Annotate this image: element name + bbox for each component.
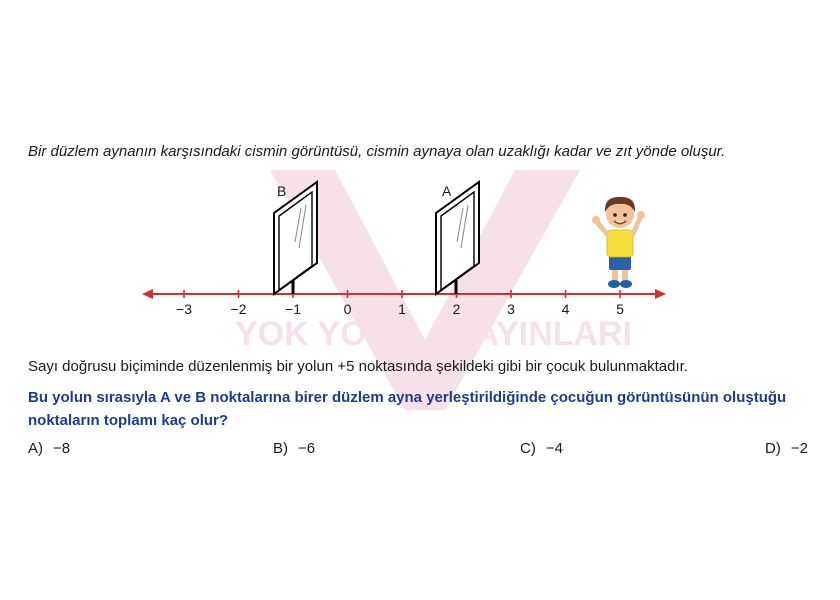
watermark-text-left: YOK YOK (235, 315, 392, 353)
tick-label: −1 (285, 301, 301, 317)
option-d[interactable] (765, 440, 808, 457)
mirror-b (274, 182, 317, 294)
intro-text: Bir düzlem aynanın karşısındaki cismin görüntüsü, cismin aynaya olan uzaklığı kadar ve zıt yönde oluşur. (28, 143, 726, 160)
tick-label: 5 (616, 301, 624, 317)
tick-label: 4 (561, 301, 570, 317)
tick-label: 2 (452, 301, 461, 317)
tick-label: 1 (398, 301, 406, 317)
watermark-text-right: YAYINLARI (455, 315, 632, 353)
option-a-letter: A) (28, 440, 43, 457)
mirror-a (436, 182, 479, 294)
question-text: Bu yolun sırasıyla A ve B noktalarına birer düzlem ayna yerleştirildiğinde çocuğun görüntüsünün oluştuğu noktaların toplamı kaç olur? (28, 389, 787, 429)
tick-label: −2 (230, 301, 247, 317)
tick-label: 0 (343, 301, 352, 317)
mirror-b-label: B (277, 183, 287, 199)
right-arrow-icon (655, 289, 666, 299)
option-c-letter: C) (520, 440, 536, 457)
mirror-a-label: A (442, 183, 452, 199)
option-d-value: −2 (790, 440, 808, 457)
left-arrow-icon (142, 289, 153, 299)
tick-label: 3 (507, 301, 515, 317)
option-b[interactable] (273, 440, 315, 457)
option-c-value: −4 (545, 440, 563, 457)
tick-label: −3 (176, 301, 192, 317)
option-b-value: −6 (298, 440, 316, 457)
option-c[interactable] (520, 440, 563, 457)
number-line-figure (0, 170, 840, 330)
option-a-value: −8 (53, 440, 71, 457)
child-figure (592, 197, 645, 288)
option-b-letter: B) (273, 440, 288, 457)
option-d-letter: D) (765, 440, 781, 457)
question-stem: Sayı doğrusu biçiminde düzenlenmiş bir yolun +5 noktasında şekildeki gibi bir çocuk bulunmaktadır. (28, 358, 688, 375)
option-a[interactable] (28, 440, 70, 457)
